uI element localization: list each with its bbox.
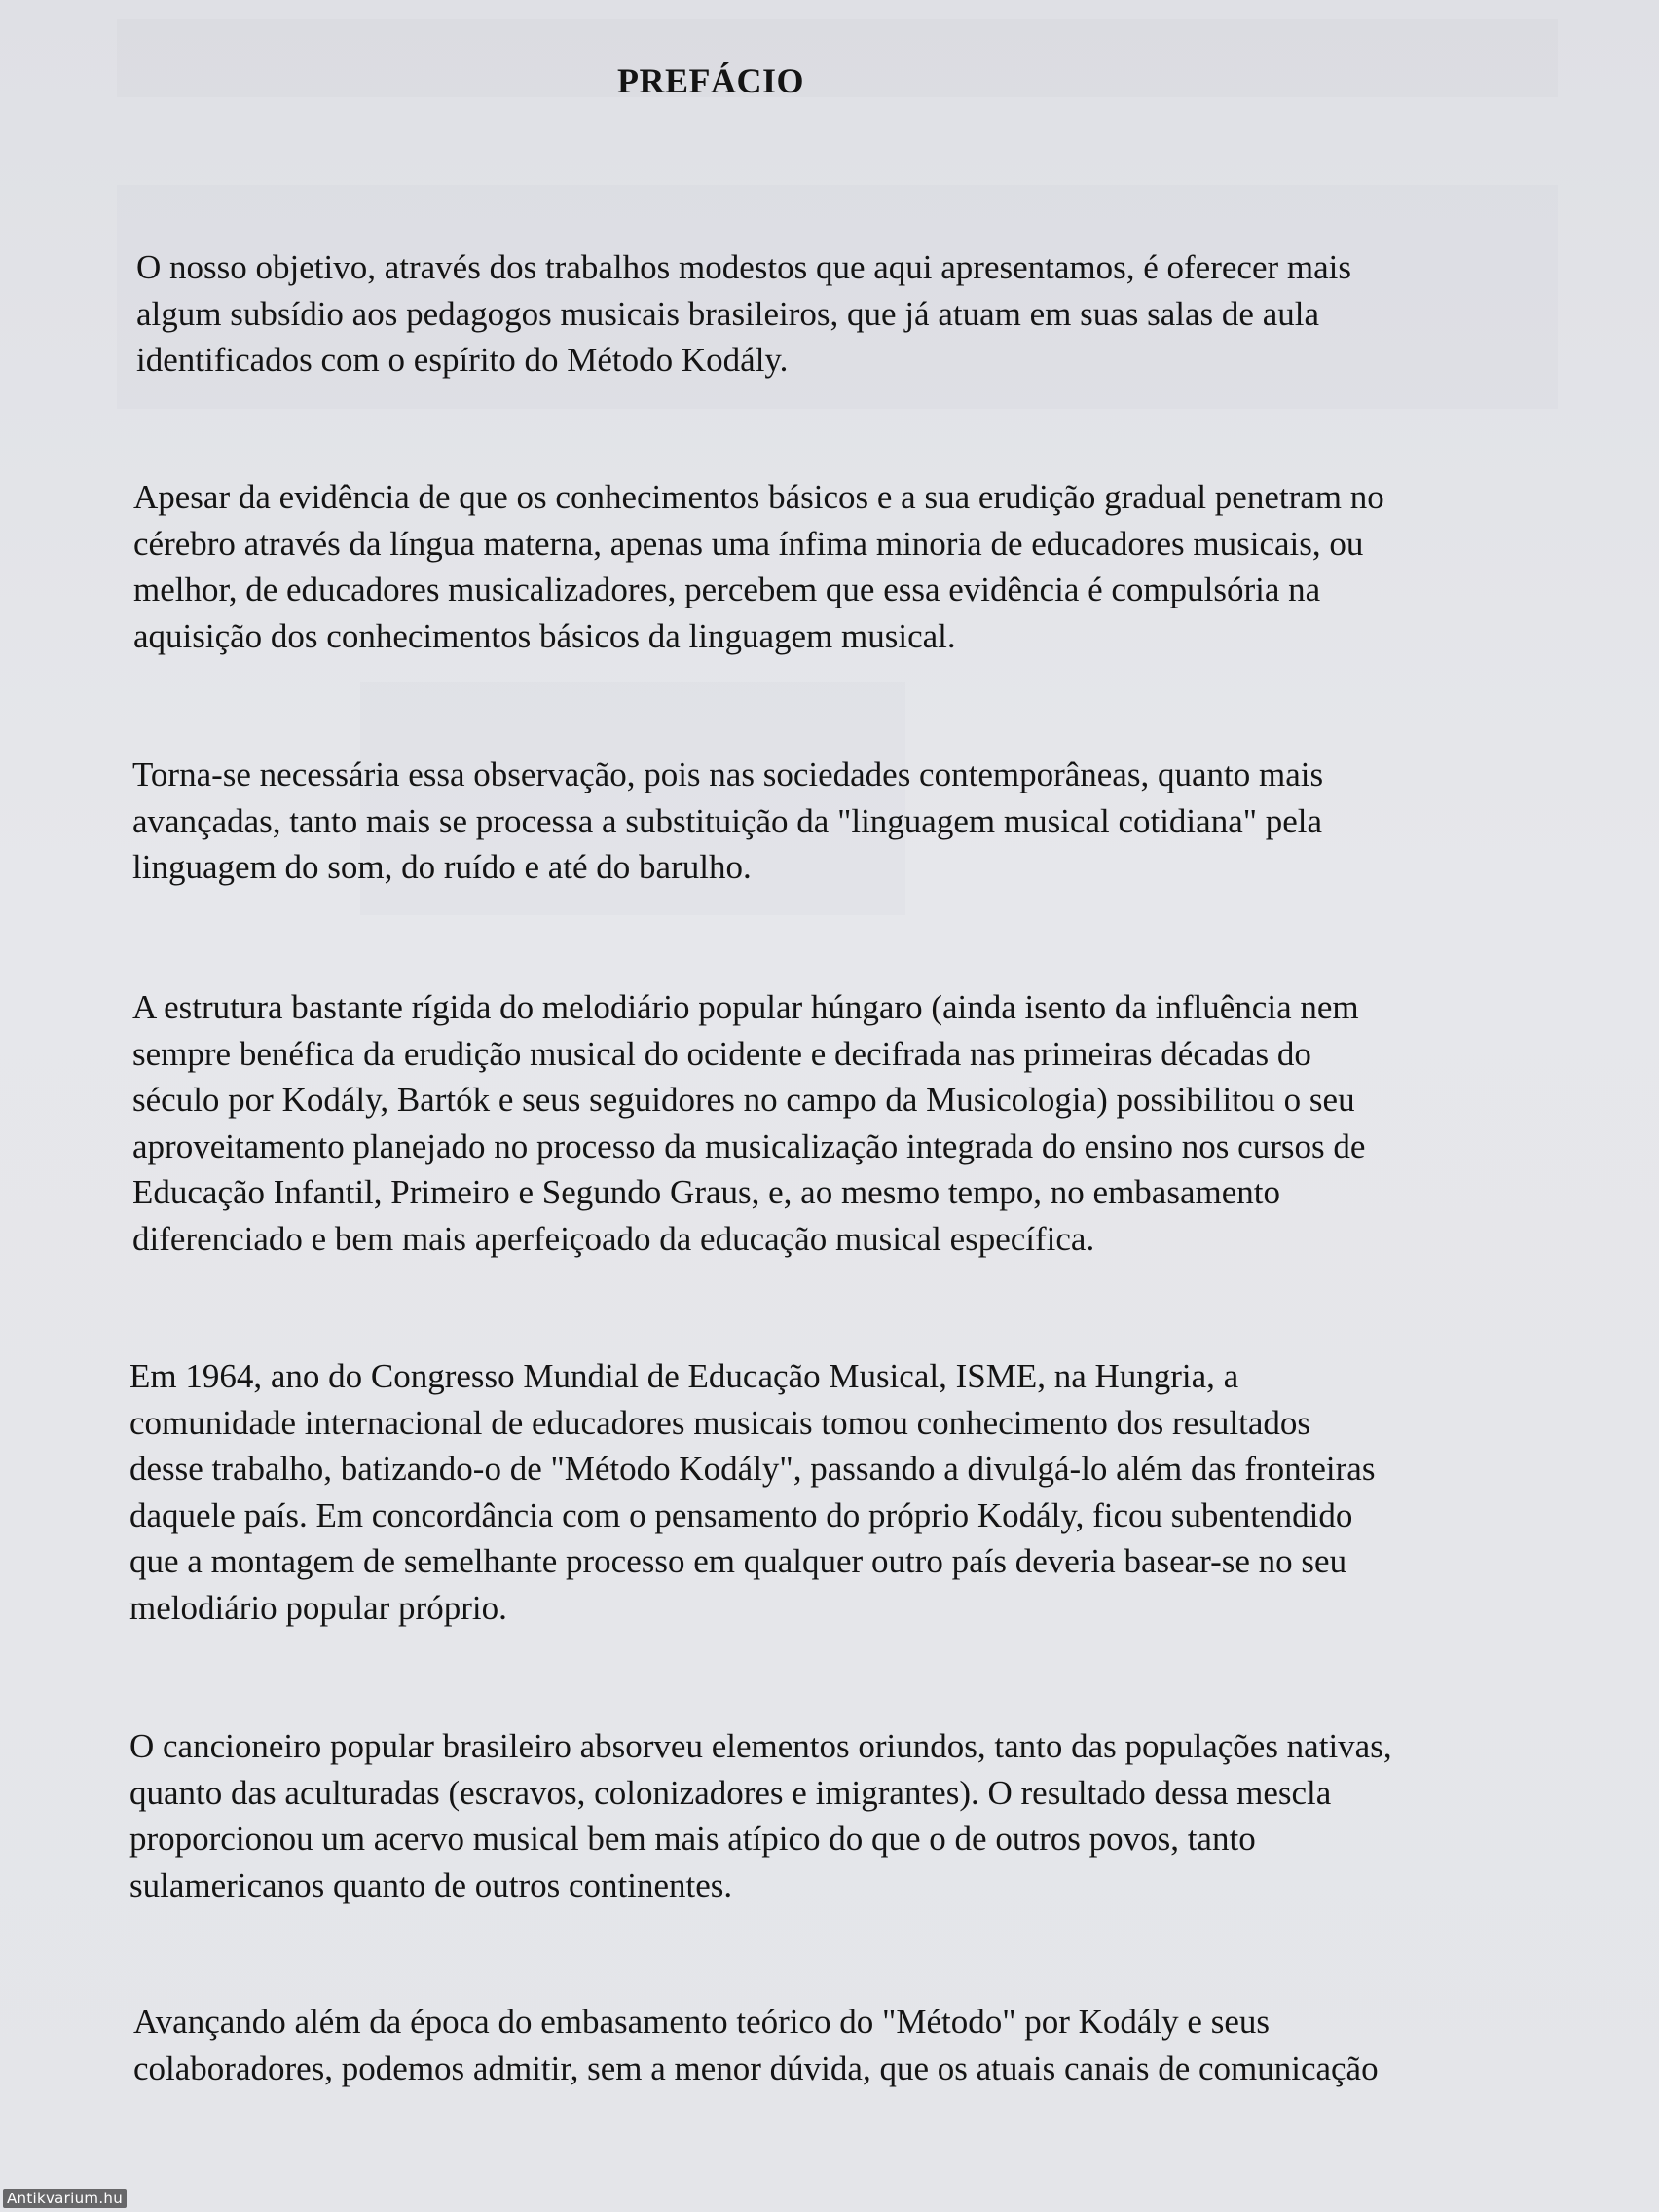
text-line: Apesar da evidência de que os conhecimentos básicos e a sua erudição gradual penetram no	[133, 478, 1384, 516]
text-line: Em 1964, ano do Congresso Mundial de Educação Musical, ISME, na Hungria, a	[129, 1357, 1239, 1395]
text-line: linguagem do som, do ruído e até do barulho.	[132, 848, 752, 886]
text-line: melodiário popular próprio.	[129, 1588, 507, 1627]
text-line: sempre benéfica da erudição musical do ocidente e decifrada nas primeiras décadas do	[132, 1034, 1311, 1073]
watermark-logo: Antikvarium.hu	[3, 2189, 127, 2208]
paragraph	[129, 1353, 1590, 1631]
text-line: O nosso objetivo, através dos trabalhos modestos que aqui apresentamos, é oferecer mais	[136, 248, 1351, 286]
text-line: identificados com o espírito do Método Kodály.	[136, 341, 789, 379]
paragraph	[129, 1723, 1590, 1908]
text-line: melhor, de educadores musicalizadores, percebem que essa evidência é compulsória na	[133, 571, 1321, 608]
paragraph	[133, 474, 1594, 659]
text-line: comunidade internacional de educadores musicais tomou conhecimento dos resultados	[129, 1403, 1310, 1442]
text-line: desse trabalho, batizando-o de "Método Kodály", passando a divulgá-lo além das fronteiras	[129, 1450, 1376, 1488]
text-line: quanto das aculturadas (escravos, colonizadores e imigrantes). O resultado dessa mescla	[129, 1773, 1332, 1812]
text-line: sulamericanos quanto de outros continentes.	[129, 1865, 733, 1904]
text-line: aquisição dos conhecimentos básicos da linguagem musical.	[133, 616, 956, 655]
paragraph	[133, 1999, 1594, 2091]
text-line: proporcionou um acervo musical bem mais atípico do que o de outros povos, tanto	[129, 1820, 1256, 1858]
paragraph	[132, 752, 1593, 891]
text-line: Torna-se necessária essa observação, pois nas sociedades contemporâneas, quanto mais	[132, 756, 1324, 793]
text-line: colaboradores, podemos admitir, sem a menor dúvida, que os atuais canais de comunicação	[133, 2048, 1379, 2087]
paragraph	[136, 244, 1597, 384]
text-line: O cancioneiro popular brasileiro absorveu elementos oriundos, tanto das populações nativas,	[129, 1727, 1392, 1765]
text-line: algum subsídio aos pedagogos musicais brasileiros, que já atuam em suas salas de aula	[136, 294, 1320, 333]
text-line: que a montagem de semelhante processo em qualquer outro país deveria basear-se no seu	[129, 1542, 1347, 1580]
page-title: PREFÁCIO	[617, 61, 804, 100]
text-line: daquele país. Em concordância com o pensamento do próprio Kodály, ficou subentendido	[129, 1495, 1353, 1534]
text-line: século por Kodály, Bartók e seus seguidores no campo da Musicologia) possibilitou o seu	[132, 1081, 1355, 1119]
text-line: avançadas, tanto mais se processa a substituição da "linguagem musical cotidiana" pela	[132, 801, 1323, 840]
paragraph	[132, 984, 1593, 1262]
text-line: A estrutura bastante rígida do melodiário popular húngaro (ainda isento da influência nem	[132, 988, 1359, 1026]
text-line: cérebro através da língua materna, apenas uma ínfima minoria de educadores musicais, ou	[133, 524, 1364, 563]
text-line: diferenciado e bem mais aperfeiçoado da educação musical específica.	[132, 1219, 1095, 1258]
text-line: Educação Infantil, Primeiro e Segundo Graus, e, ao mesmo tempo, no embasamento	[132, 1173, 1280, 1211]
text-line: aproveitamento planejado no processo da musicalização integrada do ensino nos cursos de	[132, 1126, 1366, 1165]
text-line: Avançando além da época do embasamento teórico do "Método" por Kodály e seus	[133, 2003, 1270, 2041]
